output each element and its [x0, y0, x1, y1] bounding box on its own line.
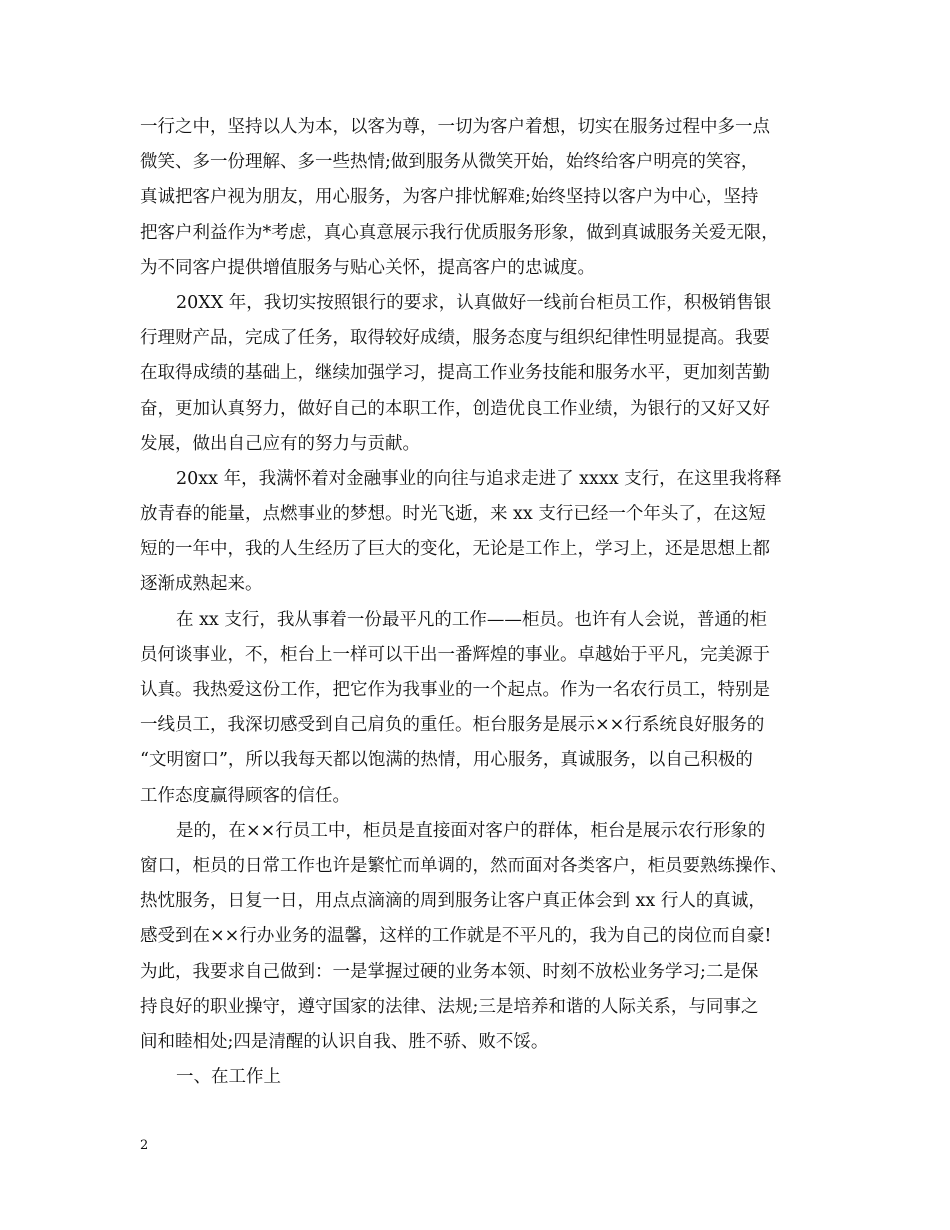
text-line: 在 xx 支行，我从事着一份最平凡的工作——柜员。也许有人会说，普通的柜 [176, 609, 767, 630]
text-line: 为此，我要求自己做到：一是掌握过硬的业务本领、时刻不放松业务学习;二是保 [140, 961, 759, 982]
text-line: 行理财产品，完成了任务，取得较好成绩，服务态度与组织纪律性明显提高。我要 [140, 328, 770, 349]
text-line: 真诚把客户视为朋友，用心服务，为客户排忧解难;始终坚持以客户为中心，坚持 [140, 187, 759, 208]
text-line: 间和睦相处;四是清醒的认识自我、胜不骄、败不馁。 [140, 1031, 549, 1052]
document-body [140, 110, 830, 1095]
text-line: 认真。我热爱这份工作，把它作为我事业的一个起点。作为一名农行员工，特别是 [140, 680, 770, 700]
text-line: 是的，在××行员工中，柜员是直接面对客户的群体，柜台是展示农行形象的 [176, 820, 766, 841]
text-line: 一线员工，我深切感受到自己肩负的重任。柜台服务是展示××行系统良好服务的 [140, 715, 765, 736]
text-line: 把客户利益作为*考虑，真心真意展示我行优质服务形象，做到真诚服务关爱无限， [140, 222, 779, 243]
text-line: 热忱服务，日复一日，用点点滴滴的周到服务让客户真正体会到 xx 行人的真诚， [140, 891, 766, 912]
text-line: 感受到在××行办业务的温馨，这样的工作就是不平凡的，我为自己的岗位而自豪! [140, 926, 772, 947]
text-line: 微笑、多一份理解、多一些热情;做到服务从微笑开始，始终给客户明亮的笑容， [140, 152, 759, 173]
text-line: 发展，做出自己应有的努力与贡献。 [140, 433, 420, 454]
text-line: “文明窗口”，所以我每天都以饱满的热情，用心服务，真诚服务，以自己积极的 [140, 750, 753, 771]
text-line: 持良好的职业操守，遵守国家的法律、法规;三是培养和谐的人际关系，与同事之 [140, 996, 759, 1017]
text-line: 逐渐成熟起来。 [140, 574, 263, 595]
text-line: 20xx 年，我满怀着对金融事业的向往与追求走进了 xxxx 支行，在这里我将释 [176, 468, 782, 489]
text-line: 一、在工作上 [176, 1067, 281, 1088]
text-line: 20XX 年，我切实按照银行的要求，认真做好一线前台柜员工作，积极销售银 [176, 292, 772, 313]
page-number: 2 [140, 1138, 149, 1153]
text-line: 工作态度赢得顾客的信任。 [140, 785, 350, 806]
text-line: 短的一年中，我的人生经历了巨大的变化，无论是工作上，学习上，还是思想上都 [140, 539, 770, 560]
text-line: 一行之中，坚持以人为本，以客为尊，一切为客户着想，切实在服务过程中多一点 [140, 117, 770, 137]
text-line: 在取得成绩的基础上，继续加强学习，提高工作业务技能和服务水平，更加刻苦勤 [140, 363, 770, 384]
text-line: 窗口，柜员的日常工作也许是繁忙而单调的，然而面对各类客户，柜员要熟练操作、 [140, 855, 788, 876]
text-line: 员何谈事业，不，柜台上一样可以干出一番辉煌的事业。卓越始于平凡，完美源于 [140, 644, 770, 665]
text-line: 奋，更加认真努力，做好自己的本职工作，创造优良工作业绩，为银行的又好又好 [140, 398, 770, 419]
text-line: 放青春的能量，点燃事业的梦想。时光飞逝，来 xx 支行已经一个年头了，在这短 [140, 504, 766, 525]
text-line: 为不同客户提供增值服务与贴心关怀，提高客户的忠诚度。 [140, 257, 595, 278]
